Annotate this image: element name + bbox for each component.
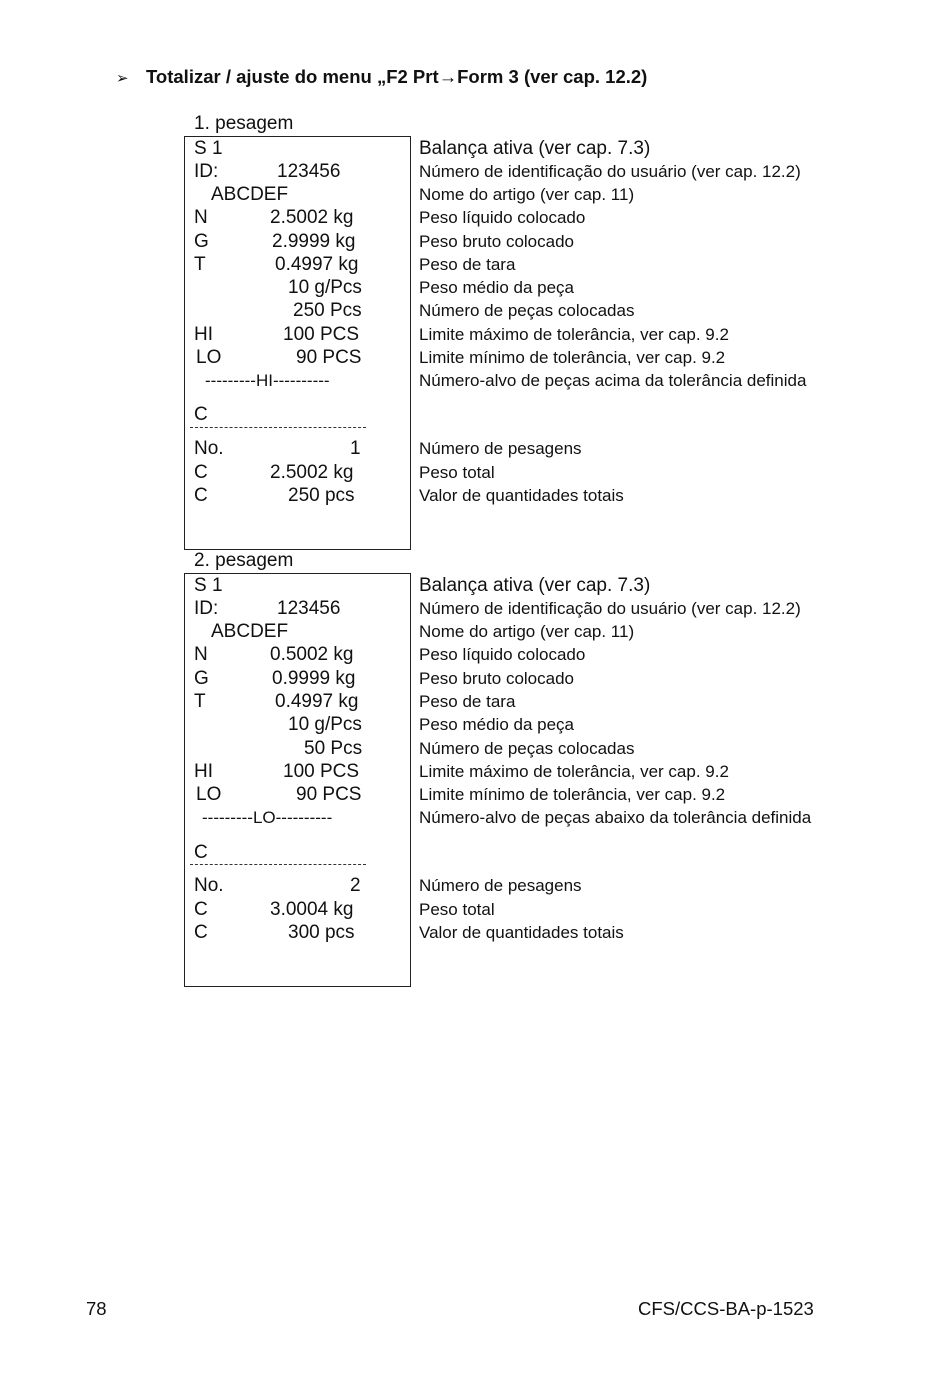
printout-left: T [194, 254, 206, 275]
printout-left: G [194, 668, 209, 689]
tolerance-marker: ---------HI---------- [205, 371, 330, 390]
document-id: CFS/CCS-BA-p-1523 [638, 1298, 814, 1319]
printout-value: 0.4997 kg [275, 254, 359, 275]
section-heading-text: Totalizar / ajuste do menu „F2 Prt→Form 3 (ver cap. 12.2) [146, 66, 648, 87]
printout-value: 90 PCS [296, 784, 362, 805]
printout-left: ID: [194, 598, 219, 619]
row-description: Limite mínimo de tolerância, ver cap. 9.2 [419, 348, 726, 367]
row-description: Valor de quantidades totais [419, 486, 624, 505]
printout-left: S 1 [194, 575, 223, 596]
printout-value: 50 Pcs [304, 738, 363, 759]
row-description: Número de peças colocadas [419, 739, 635, 758]
row-description: Número de identificação do usuário (ver cap. 12.2) [419, 599, 801, 618]
printout-value: 123456 [277, 598, 341, 619]
printout-left: N [194, 644, 208, 665]
printout-left: C [194, 842, 208, 863]
row-description: Número de identificação do usuário (ver cap. 12.2) [419, 162, 801, 181]
printout-left: S 1 [194, 138, 223, 159]
printout-value: 2.5002 kg [270, 207, 354, 228]
row-description: Número de pesagens [419, 439, 582, 458]
row-description: Balança ativa (ver cap. 7.3) [419, 575, 651, 596]
block-label: 1. pesagem [194, 113, 294, 134]
printout-value: 2.5002 kg [270, 462, 354, 483]
row-description: Limite máximo de tolerância, ver cap. 9.2 [419, 325, 729, 344]
printout-value: 0.9999 kg [272, 668, 356, 689]
printout-value: 123456 [277, 161, 341, 182]
printout-left: LO [196, 784, 222, 805]
printout-left: ID: [194, 161, 219, 182]
row-description: Peso bruto colocado [419, 232, 574, 251]
row-description: Peso de tara [419, 255, 516, 274]
printout-value: 10 g/Pcs [288, 714, 362, 735]
printout-left: ABCDEF [211, 621, 289, 642]
row-description: Número-alvo de peças abaixo da tolerância definida [419, 808, 812, 827]
printout-value: 2.9999 kg [272, 231, 356, 252]
printout-left: T [194, 691, 206, 712]
printout-left: C [194, 485, 208, 506]
printout-left: C [194, 899, 208, 920]
printout-value: 1 [350, 438, 361, 459]
row-description: Número de pesagens [419, 876, 582, 895]
printout-left: C [194, 462, 208, 483]
printout-value: 0.4997 kg [275, 691, 359, 712]
printout-left: G [194, 231, 209, 252]
row-description: Nome do artigo (ver cap. 11) [419, 622, 635, 641]
printout-left: HI [194, 761, 213, 782]
row-description: Peso de tara [419, 692, 516, 711]
printout-value: 250 pcs [288, 485, 355, 506]
printout-value: 3.0004 kg [270, 899, 354, 920]
row-description: Peso total [419, 900, 495, 919]
printout-value: 300 pcs [288, 922, 355, 943]
row-description: Número-alvo de peças acima da tolerância definida [419, 371, 807, 390]
printout-left: No. [194, 438, 224, 459]
printout-left: C [194, 404, 208, 425]
row-description: Peso líquido colocado [419, 645, 586, 664]
printout-value: 250 Pcs [293, 300, 362, 321]
row-description: Nome do artigo (ver cap. 11) [419, 185, 635, 204]
block-label: 2. pesagem [194, 550, 294, 571]
row-description: Peso médio da peça [419, 278, 574, 297]
row-description: Balança ativa (ver cap. 7.3) [419, 138, 651, 159]
row-description: Limite máximo de tolerância, ver cap. 9.2 [419, 762, 729, 781]
row-description: Peso líquido colocado [419, 208, 586, 227]
row-description: Peso médio da peça [419, 715, 574, 734]
tolerance-marker: ---------LO---------- [202, 808, 333, 827]
section-heading [116, 66, 647, 88]
printout-value: 0.5002 kg [270, 644, 354, 665]
printout-value: 10 g/Pcs [288, 277, 362, 298]
row-description: Limite mínimo de tolerância, ver cap. 9.2 [419, 785, 726, 804]
printout-left: HI [194, 324, 213, 345]
printout-left: ABCDEF [211, 184, 289, 205]
printout-value: 90 PCS [296, 347, 362, 368]
printout-left: C [194, 922, 208, 943]
row-description: Peso bruto colocado [419, 669, 574, 688]
printout-value: 100 PCS [283, 324, 360, 345]
printout-value: 2 [350, 875, 361, 896]
row-description: Valor de quantidades totais [419, 923, 624, 942]
arrow-bullet-icon: ➢ [116, 70, 129, 87]
row-description: Peso total [419, 463, 495, 482]
printout-left: LO [196, 347, 222, 368]
page-number: 78 [86, 1298, 107, 1319]
printout-left: N [194, 207, 208, 228]
printout-left: No. [194, 875, 224, 896]
dashed-separator [190, 864, 366, 865]
dashed-separator [190, 427, 366, 428]
printout-value: 100 PCS [283, 761, 360, 782]
row-description: Número de peças colocadas [419, 301, 635, 320]
